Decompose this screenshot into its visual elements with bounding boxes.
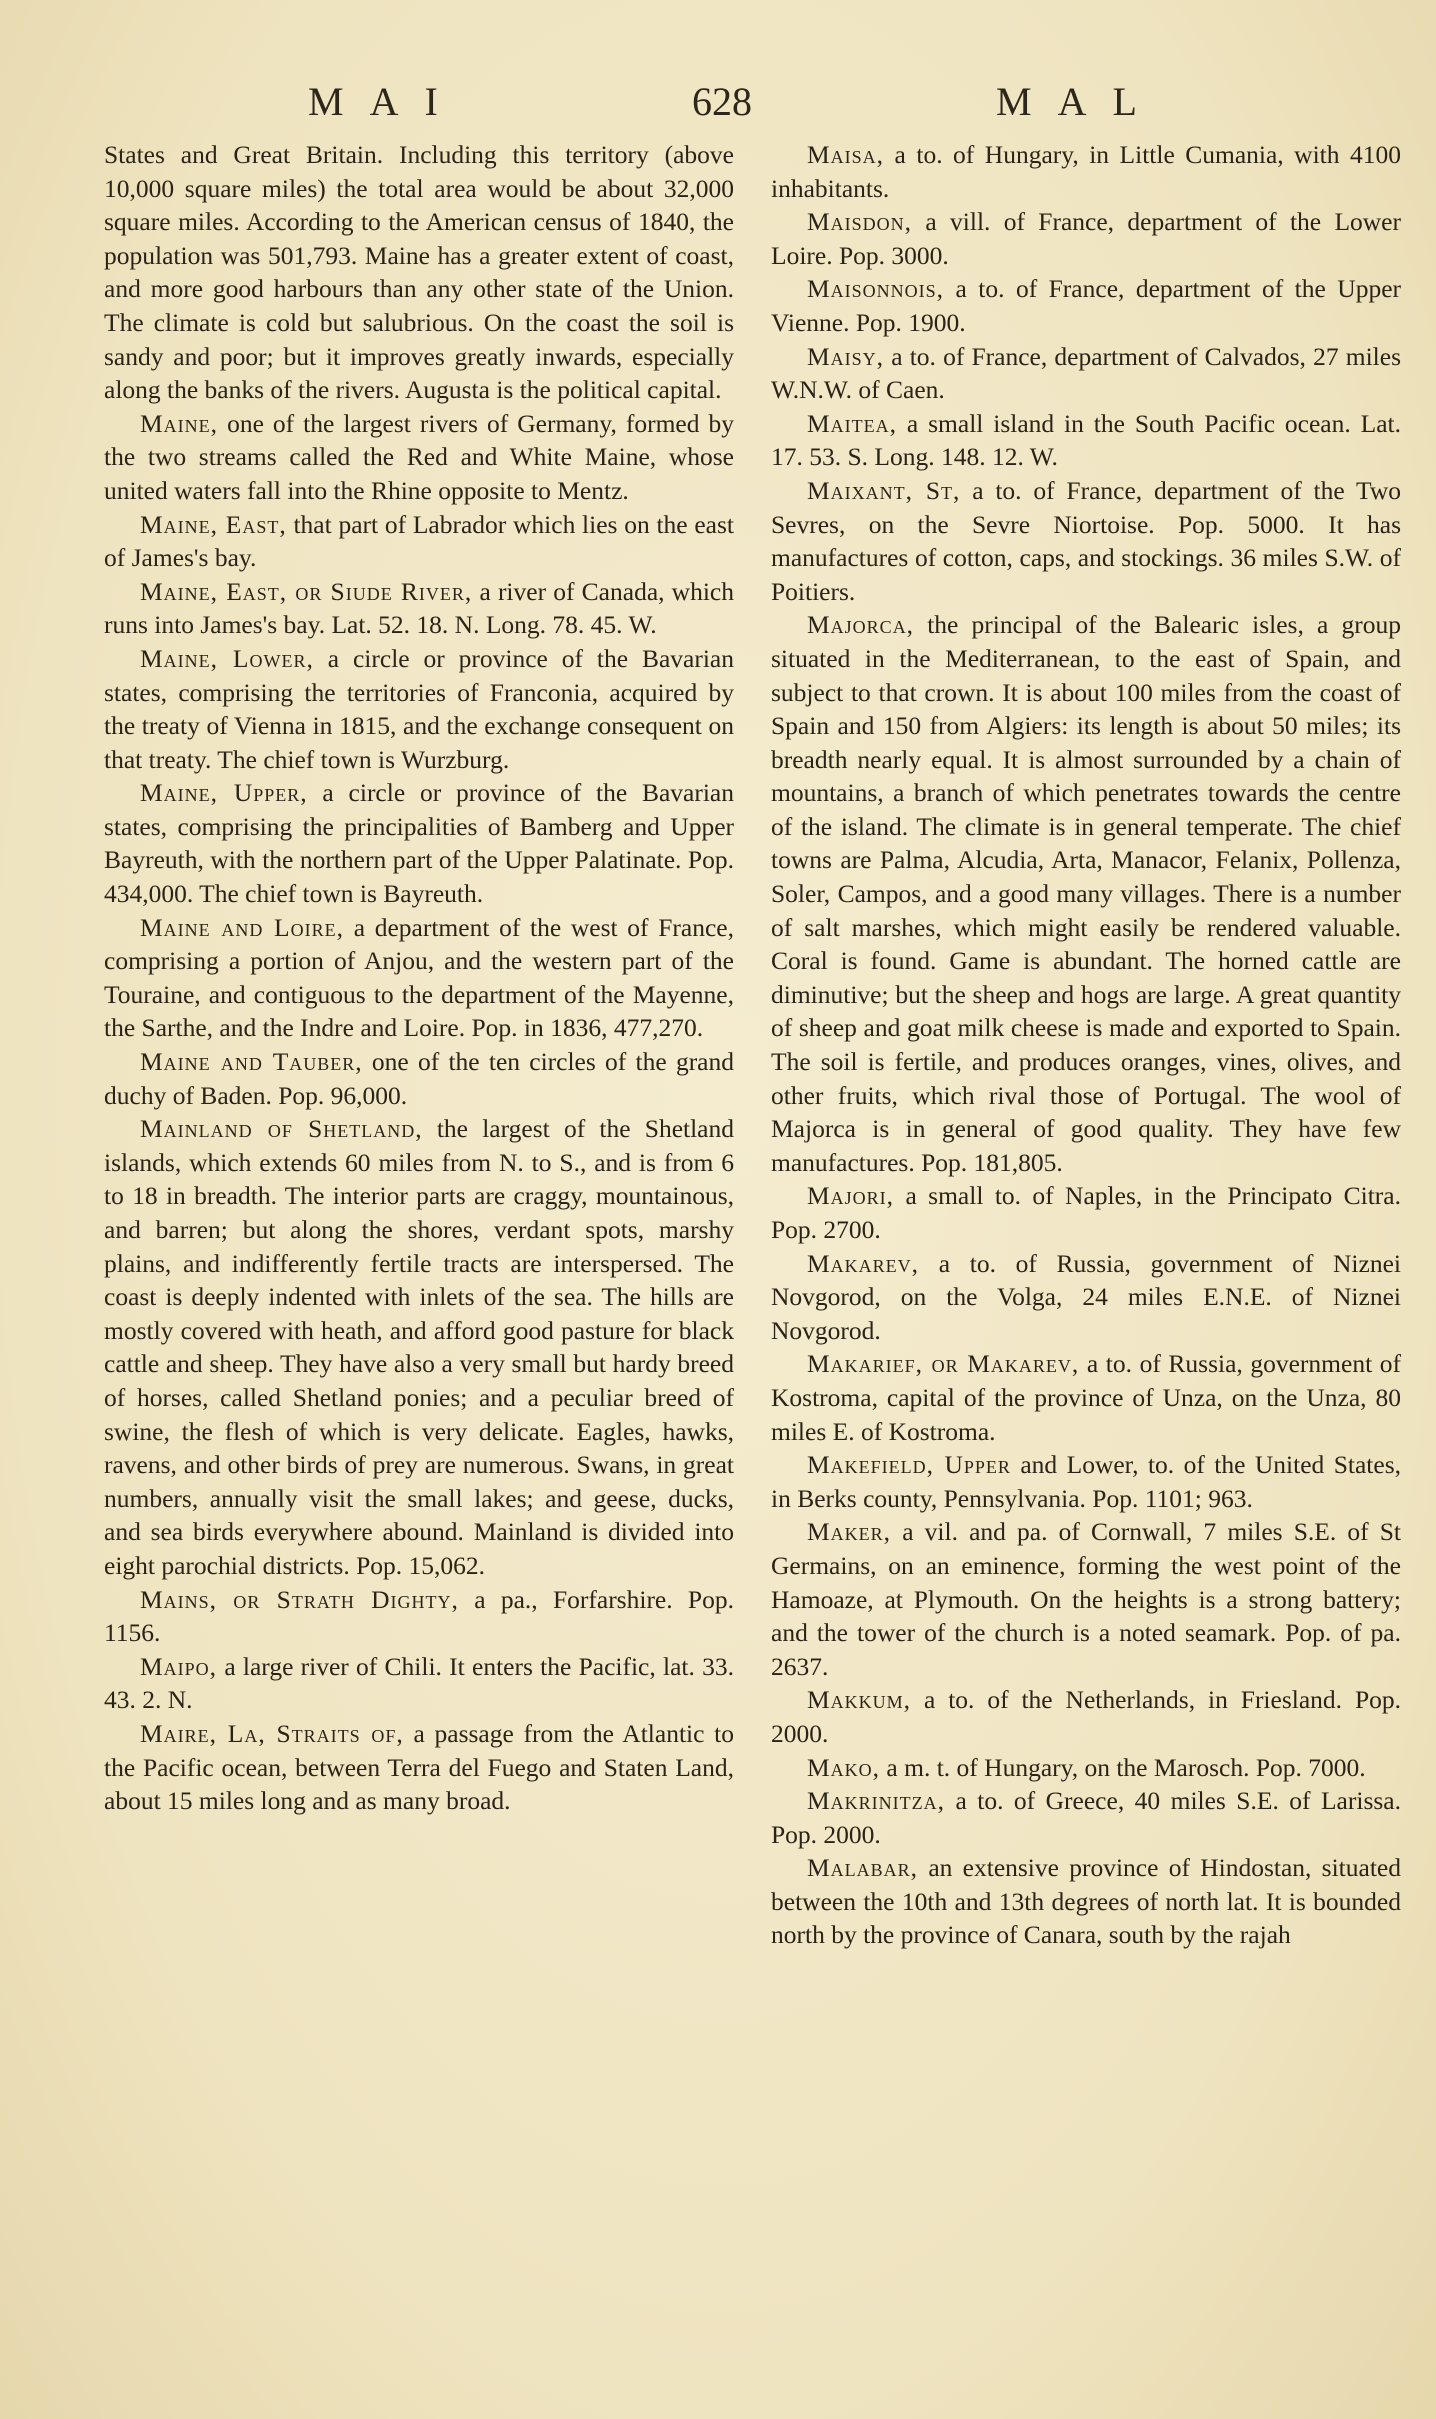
gazetteer-entry xyxy=(104,1112,734,1582)
entry-text: a river of Canada, which runs into James's bay. Lat. 52. 18. N. Long. 78. 45. W. xyxy=(104,576,735,640)
entry-headword: Maisonnois, xyxy=(807,274,945,304)
gazetteer-entry xyxy=(771,1448,1401,1515)
gazetteer-entry xyxy=(771,1179,1401,1246)
entry-headword: Majorca, xyxy=(807,610,915,640)
gazetteer-entry xyxy=(771,205,1401,272)
left-column xyxy=(104,138,734,1818)
gazetteer-entry xyxy=(104,407,734,508)
gazetteer-entry xyxy=(771,138,1401,205)
entry-headword: Maitea, xyxy=(807,408,898,438)
entry-text: the largest of the Shetland islands, which extends 60 miles from N. to S., and is from 6 to 18 in breadth. The interior parts are craggy, mountainous, and barren; but along the shores, verdant spots, marshy plains, and indifferently fertile tracts are interspersed. The coast is deeply indented with inlets of the sea. The hills are mostly covered with heath, and afford good pasture for black cattle and sheep. They have also a very small but hardy breed of horses, called Shetland ponies; and a peculiar breed of swine, the flesh of which is very delicate. Eagles, hawks, ravens, and other birds of prey are numerous. Swans, in great numbers, annually visit the small lakes; and geese, ducks, and sea birds everywhere abound. Mainland is divided into eight parochial districts. Pop. 15,062. xyxy=(104,1114,734,1580)
page-number: 628 xyxy=(692,79,752,124)
entry-headword: Mains, or Strath Dighty, xyxy=(140,1584,459,1614)
entry-text: a pa., Forfarshire. Pop. 1156. xyxy=(104,1584,734,1648)
entry-text: States and Great Britain. Including this territory (above 10,000 square miles) the total area would be about 32,000 square miles. According to the American census of 1840, the population was 501,793. Maine has a greater extent of coast, and more good harbours than any other state of the Union. The climate is cold but salubrious. On the coast the soil is sandy and poor; but it improves greatly inwards, especially along the banks of the rivers. Augusta is the political capital. xyxy=(104,140,734,405)
gazetteer-entry xyxy=(771,474,1401,608)
entry-headword: Makarief, or Makarev, xyxy=(807,1349,1080,1379)
entry-text: a m. t. of Hungary, on the Marosch. Pop. 7000. xyxy=(880,1752,1366,1782)
running-header xyxy=(0,78,1436,128)
gazetteer-entry xyxy=(104,1650,734,1717)
gazetteer-entry xyxy=(104,1717,734,1818)
entry-headword: Maine, East, or Siude River, xyxy=(140,576,473,606)
entry-text: a circle or province of the Bavarian states, comprising the territories of Franconia, acquired by the treaty of Vienna in 1815, and the exchange consequent on that treaty. The chief town is Wurzburg. xyxy=(104,643,734,774)
entry-text: and Lower, to. of the United States, in Berks county, Pennsylvania. Pop. 1101; 963. xyxy=(771,1450,1401,1513)
entry-text: a to. of the Netherlands, in Friesland. Pop. 2000. xyxy=(771,1685,1401,1748)
gazetteer-entry xyxy=(104,508,734,575)
header-right-guideword: MAL xyxy=(996,79,1163,124)
gazetteer-entry xyxy=(104,575,734,642)
entry-headword: Maine, Upper, xyxy=(140,778,308,808)
entry-text: a to. of Russia, government of Niznei Novgorod, on the Volga, 24 miles E.N.E. of Niznei Novgorod. xyxy=(771,1248,1401,1345)
entry-text: a department of the west of France, comprising a portion of Anjou, and the western part of the Touraine, and contiguous to the department of the Mayenne, the Sarthe, and the Indre and Loire. Pop. in 1836, 477,270. xyxy=(104,912,734,1043)
entry-text: a small island in the South Pacific ocean. Lat. 17. 53. S. Long. 148. 12. W. xyxy=(771,408,1401,472)
entry-text: a to. of Hungary, in Little Cumania, with 4100 inhabitants. xyxy=(771,140,1401,203)
right-column xyxy=(771,138,1401,1952)
gazetteer-entry xyxy=(771,1683,1401,1750)
gazetteer-entry xyxy=(104,138,734,407)
entry-text: one of the ten circles of the grand duchy of Baden. Pop. 96,000. xyxy=(104,1047,735,1110)
entry-headword: Maine and Tauber, xyxy=(140,1047,363,1077)
entry-text: a to. of France, department of Calvados, 27 miles W.N.W. of Caen. xyxy=(771,341,1401,405)
entry-headword: Maipo, xyxy=(140,1651,218,1681)
entry-headword: Makefield, Upper xyxy=(807,1450,1011,1480)
entry-headword: Maisa, xyxy=(807,140,885,169)
gazetteer-entry xyxy=(104,1045,734,1112)
entry-headword: Mako, xyxy=(807,1752,881,1782)
gazetteer-entry xyxy=(771,608,1401,1179)
entry-headword: Maixant, St, xyxy=(807,475,961,505)
entry-text: an extensive province of Hindostan, situated between the 10th and 13th degrees of north lat. It is bounded north by the province of Canara, south by the rajah xyxy=(771,1853,1401,1950)
entry-text: a vil. and pa. of Cornwall, 7 miles S.E. of St Germains, on an eminence, forming the west point of the Hamoaze, at Plymouth. On the heights is a strong battery; and the tower of the church is a noted seamark. Pop. of pa. 2637. xyxy=(771,1517,1401,1681)
entry-text: a to. of France, department of the Two Sevres, on the Sevre Niortoise. Pop. 5000. It has manufactures of cotton, caps, and stockings. 36 miles S.W. of Poitiers. xyxy=(771,475,1401,606)
entry-text: a large river of Chili. It enters the Pacific, lat. 33. 43. 2. N. xyxy=(104,1651,734,1715)
gazetteer-entry xyxy=(771,1347,1401,1448)
entry-text: a circle or province of the Bavarian states, comprising the principalities of Bamberg and Upper Bayreuth, with the northern part of the Upper Palatinate. Pop. 434,000. The chief town is Bayreuth. xyxy=(104,778,734,909)
entry-headword: Maire, La, Straits of, xyxy=(140,1718,404,1748)
gazetteer-entry xyxy=(104,642,734,776)
gazetteer-entry xyxy=(771,1247,1401,1348)
header-left-guideword: MAI xyxy=(308,79,464,124)
entry-text: a vill. of France, department of the Lower Loire. Pop. 3000. xyxy=(771,207,1401,270)
gazetteer-entry xyxy=(104,911,734,1045)
entry-headword: Maine, xyxy=(140,408,219,438)
entry-text: a to. of France, department of the Upper Vienne. Pop. 1900. xyxy=(771,274,1401,337)
entry-headword: Maine, Lower, xyxy=(140,643,314,673)
entry-headword: Malabar, xyxy=(807,1853,919,1883)
entry-text: a small to. of Naples, in the Principato Citra. Pop. 2700. xyxy=(771,1181,1401,1244)
entry-text: a to. of Russia, government of Kostroma, capital of the province of Unza, on the Unza, 80 miles E. of Kostroma. xyxy=(771,1349,1401,1446)
entry-text: a to. of Greece, 40 miles S.E. of Larissa. Pop. 2000. xyxy=(771,1786,1401,1849)
gazetteer-entry xyxy=(771,340,1401,407)
gazetteer-entry xyxy=(771,1751,1401,1785)
entry-text: the principal of the Balearic isles, a group situated in the Mediterranean, to the east of Spain, and subject to that crown. It is about 100 miles from the coast of Spain and 150 from Algiers: its length is about 50 miles; its breadth nearly equal. It is almost surrounded by a chain of mountains, a branch of which penetrates towards the centre of the island. The climate is in general temperate. The chief towns are Palma, Alcudia, Arta, Manacor, Felanix, Pollenza, Soler, Campos, and a good many villages. There is a number of salt marshes, which might easily be rendered valuable. Coral is found. Game is abundant. The horned cattle are diminutive; but the sheep and hogs are large. A great quantity of sheep and goat milk cheese is made and exported to Spain. The soil is fertile, and produces oranges, vines, olives, and other fruits, which rival those of Portugal. The wool of Majorca is in general of good quality. They have few manufactures. Pop. 181,805. xyxy=(771,610,1401,1177)
entry-headword: Maine and Loire, xyxy=(140,912,344,942)
entry-text: a passage from the Atlantic to the Pacific ocean, between Terra del Fuego and Staten Land, about 15 miles long and as many broad. xyxy=(104,1718,734,1816)
entry-headword: Maker, xyxy=(807,1517,892,1547)
entry-headword: Majori, xyxy=(807,1181,895,1211)
entry-headword: Makrinitza, xyxy=(807,1786,946,1816)
entry-text: that part of Labrador which lies on the east of James's bay. xyxy=(104,509,734,573)
entry-text: one of the largest rivers of Germany, formed by the two streams called the Red and White Maine, whose united waters fall into the Rhine opposite to Mentz. xyxy=(104,408,734,505)
entry-headword: Makarev, xyxy=(807,1248,920,1278)
gazetteer-entry xyxy=(771,407,1401,474)
gazetteer-entry xyxy=(771,272,1401,339)
entry-headword: Maisy, xyxy=(807,341,885,371)
entry-headword: Maisdon, xyxy=(807,207,913,237)
entry-headword: Makkum, xyxy=(807,1685,912,1715)
gazetteer-entry xyxy=(771,1515,1401,1683)
gazetteer-entry xyxy=(771,1851,1401,1952)
gazetteer-entry xyxy=(104,1583,734,1650)
entry-headword: Maine, East, xyxy=(140,509,287,539)
gazetteer-entry xyxy=(104,776,734,910)
entry-headword: Mainland of Shetland, xyxy=(140,1114,423,1144)
gazetteer-entry xyxy=(771,1784,1401,1851)
